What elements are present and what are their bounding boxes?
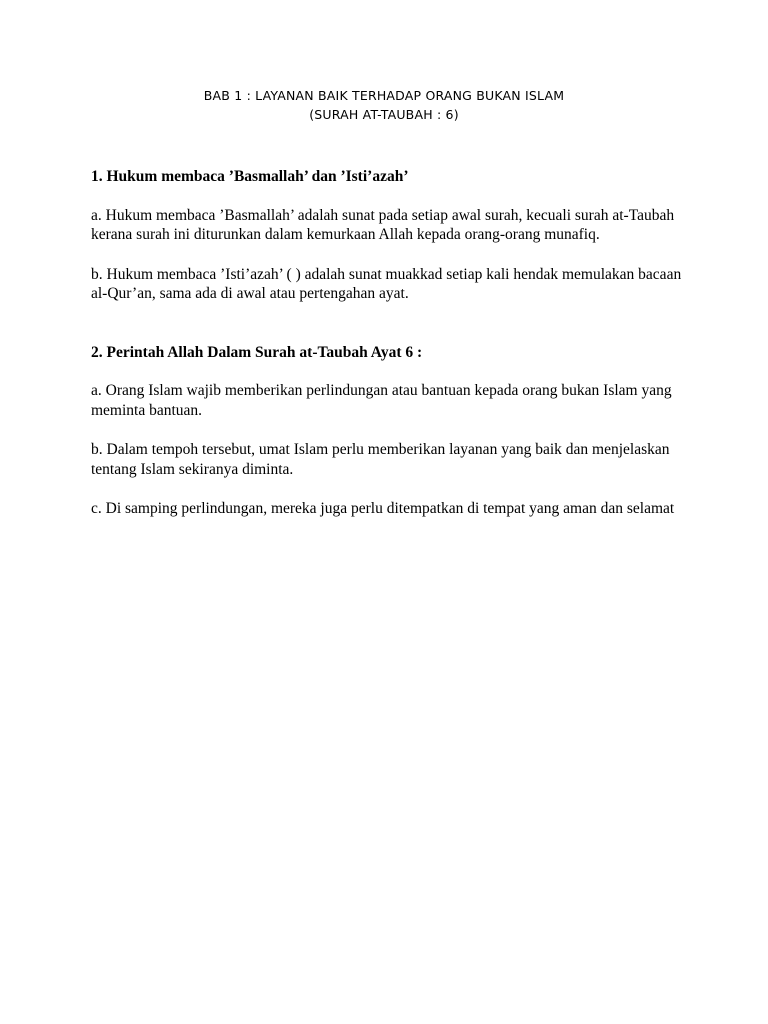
spacer xyxy=(91,245,691,265)
document-header xyxy=(0,86,768,124)
spacer xyxy=(91,420,691,440)
spacer xyxy=(91,479,691,499)
spacer xyxy=(91,362,691,381)
section-1-paragraph-b: b. Hukum membaca ’Isti’azah’ ( ) adalah sunat muakkad setiap kali hendak memulakan bacaan al-Qur’an, sama ada di awal atau pertengahan ayat. xyxy=(91,265,682,302)
chapter-title: BAB 1 : LAYANAN BAIK TERHADAP ORANG BUKAN ISLAM xyxy=(203,88,565,103)
section-2-paragraph-c: c. Di samping perlindungan, mereka juga perlu ditempatkan di tempat yang aman dan selamat xyxy=(91,500,675,517)
spacer xyxy=(91,304,691,343)
section-1-heading: 1. Hukum membaca ’Basmallah’ dan ’Isti’azah’ xyxy=(91,168,409,185)
chapter-subtitle: (SURAH AT-TAUBAH : 6) xyxy=(309,107,459,122)
section-2-heading: 2. Perintah Allah Dalam Surah at-Taubah Ayat 6 : xyxy=(91,343,423,361)
spacer xyxy=(91,187,691,206)
document-body xyxy=(91,167,691,519)
section-2-paragraph-a: a. Orang Islam wajib memberikan perlindungan atau bantuan kepada orang bukan Islam yang meminta bantuan. xyxy=(91,382,672,419)
section-2-paragraph-b: b. Dalam tempoh tersebut, umat Islam perlu memberikan layanan yang baik dan menjelaskan tentang Islam sekiranya diminta. xyxy=(91,441,670,478)
section-1-paragraph-a: a. Hukum membaca ’Basmallah’ adalah sunat pada setiap awal surah, kecuali surah at-Taubah kerana surah ini diturunkan dalam kemurkaan Allah kepada orang-orang munafiq. xyxy=(91,206,675,243)
